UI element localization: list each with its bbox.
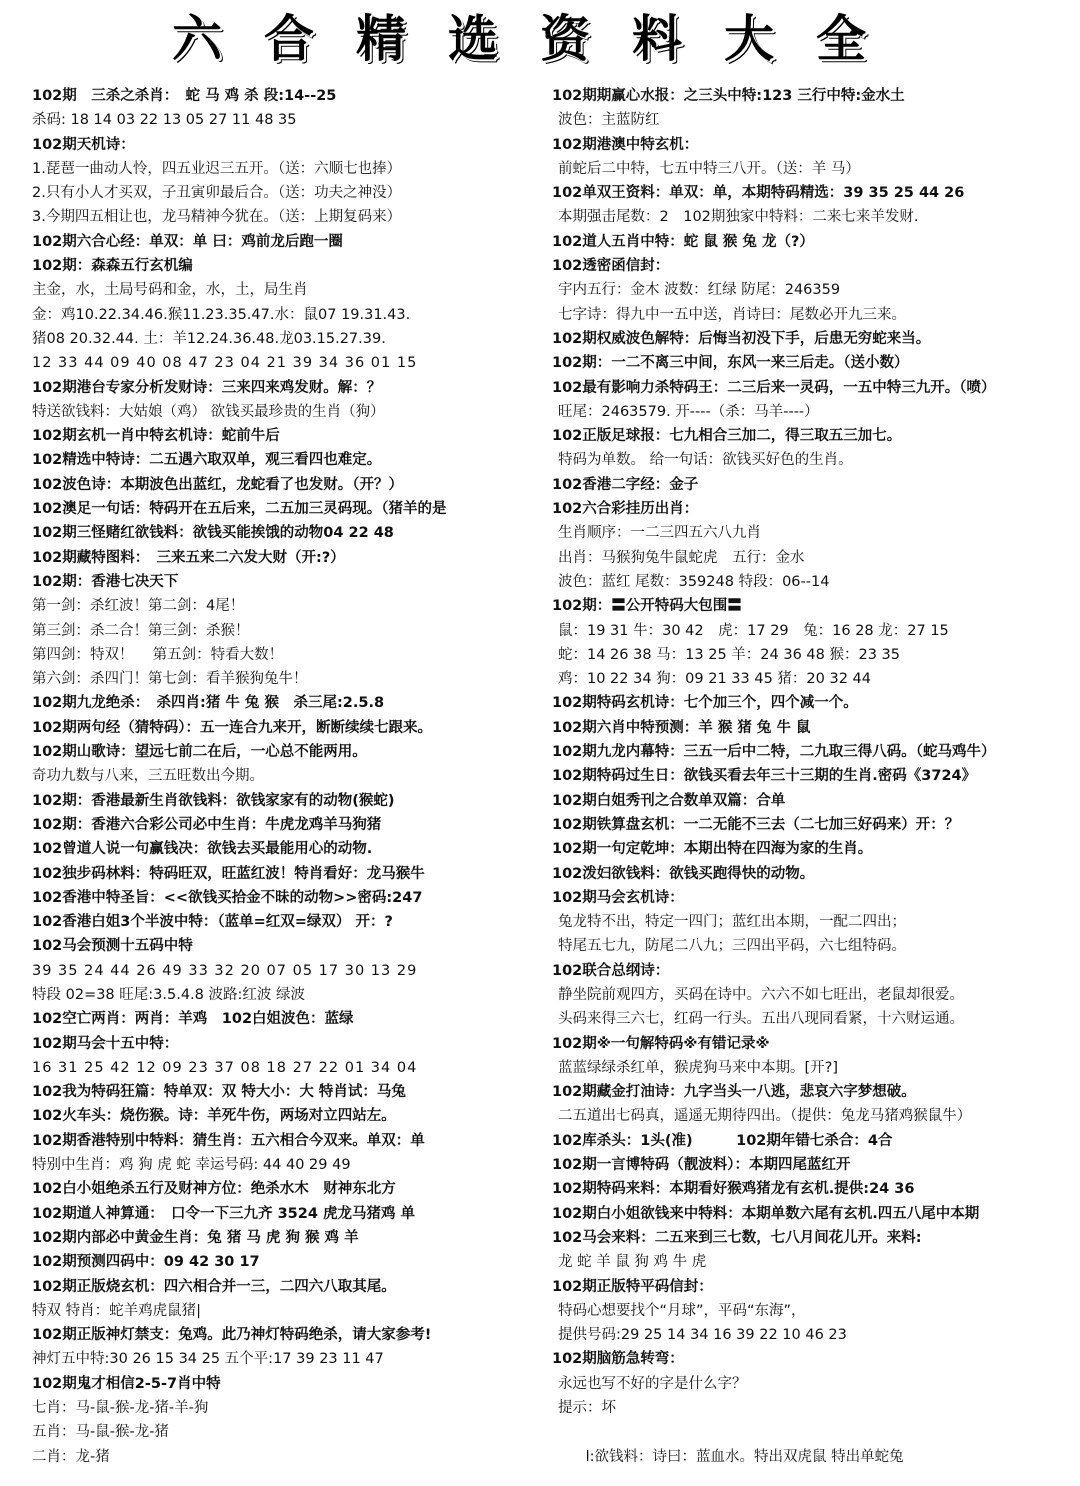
right-text-line: 二五道出七码真，遥遥无期待四出。（提供：兔龙马猪鸡猴鼠牛） (558, 1108, 972, 1125)
right-text-line: 102单双王资料：单双：单，本期特码精选：39 35 25 44 26 (552, 185, 965, 202)
left-text-line: 1.琵琶一曲动人怜，四五业迟三五开。（送：六顺七也捧） (32, 160, 402, 177)
right-text-line: 龙 蛇 羊 鼠 狗 鸡 牛 虎 (558, 1254, 707, 1271)
left-text-line: 102白小姐绝杀五行及财神方位：绝杀水木 财神东北方 (32, 1181, 396, 1198)
left-text-line: 102期正版神灯禁支：兔鸡。此乃神灯特码绝杀，请大家参考! (32, 1327, 432, 1344)
left-text-line: 102香港白姐3个半波中特：（蓝单=红双=绿双） 开：? (32, 914, 393, 931)
right-text-line: 102期：〓公开特码大包围〓 (552, 598, 742, 615)
right-text-line: 波色：主蓝防红 (558, 112, 660, 129)
left-text-line: 102期山歌诗：望远七前二在后，一心总不能两用。 (32, 744, 367, 761)
right-text-line: 永远也写不好的字是什么字？ (558, 1375, 747, 1392)
right-text-line: 102期铁算盘玄机：一二无能不三去（二七加三好码来）开：？ (552, 816, 960, 833)
right-text-line: 本期强击尾数：2 102期独家中特料：二来七来羊发财. (558, 209, 919, 226)
left-text-line: 102期天机诗： (32, 136, 135, 153)
left-text-line: 102期两句经（猜特码）：五一连合九来开，断断续续七跟来。 (32, 719, 433, 736)
left-text-line: 102澳足一句话：特码开在五后来，二五加三灵码现。（猪羊的是 (32, 501, 447, 518)
right-text-line: 102期港澳中特玄机： (552, 136, 699, 153)
right-text-line: 102马会来料：二五来到三七数，七八月间花儿开。来料: (552, 1229, 922, 1246)
right-text-line: 生肖顺序：一二三四五六八九肖 (558, 525, 761, 542)
right-text-line: 蓝蓝绿绿杀红单，猴虎狗马来中本期。[开?] (558, 1059, 839, 1076)
right-text-line: 102期特码来料：本期看好猴鸡猪龙有玄机.提供:24 36 (552, 1181, 915, 1198)
right-text-line: 提供号码:29 25 14 34 16 39 22 10 46 23 (558, 1327, 847, 1344)
left-text-line: 主金，水，土局号码和金，水，土，局生肖 (32, 282, 308, 299)
right-text-line: 102期特码玄机诗：七个加三个，四个减一个。 (552, 695, 858, 712)
left-text-line: 102期预测四码中：09 42 30 17 (32, 1254, 260, 1271)
left-text-line: 102期三怪赌红欲钱料：欲钱买能挨饿的动物04 22 48 (32, 525, 394, 542)
left-text-line: 39 35 24 44 26 49 33 32 20 07 05 17 30 13 29 (32, 962, 418, 979)
right-text-line: 蛇：14 26 38 马：13 25 羊：24 36 48 猴：23 35 (558, 646, 900, 663)
right-text-line: 102期九龙内幕特：三五一后中二特，二九取三得八码。（蛇马鸡牛） (552, 744, 996, 761)
right-text-line: 102期藏金打油诗：九字当头一八逃，悲哀六字梦想破。 (552, 1084, 916, 1101)
right-text-line: 102期※一句解特码※有错记录※ (552, 1035, 770, 1052)
left-text-line: 102期内部必中黄金生肖：兔 猪 马 虎 狗 猴 鸡 羊 (32, 1229, 359, 1246)
left-text-line: 102期道人神算通： 口令一下三九齐 3524 虎龙马猪鸡 单 (32, 1205, 416, 1222)
right-column (552, 84, 1070, 1469)
right-text-line: 102期一句定乾坤：本期出特在四海为家的生肖。 (552, 841, 873, 858)
left-text-line: 特双 特肖：蛇羊鸡虎鼠猪| (32, 1302, 201, 1319)
left-text-line: 16 31 25 42 12 09 23 37 08 18 27 22 01 34 04 (32, 1059, 418, 1076)
right-text-line: 102道人五肖中特：蛇 鼠 猴 兔 龙（?） (552, 233, 814, 250)
left-text-line: 102我为特码狂篇：特单双：双 特大小：大 特肖试：马兔 (32, 1084, 406, 1101)
right-text-line: 102香港二字经：金子 (552, 476, 699, 493)
right-text-line: 特码心想要找个“月球”，平码“东海”， (558, 1302, 806, 1319)
right-text-line: 102六合彩挂历出肖： (552, 501, 699, 518)
left-text-line: 特别中生肖：鸡 狗 虎 蛇 幸运号码: 44 40 29 49 (32, 1157, 351, 1174)
right-text-line: l:欲钱料：诗曰：蓝血水。特出双虎鼠 特出单蛇兔 (552, 1448, 904, 1465)
right-text-line: 旺尾：2463579. 开----（杀：马羊----） (558, 403, 819, 420)
left-text-line: 神灯五中特:30 26 15 34 25 五个平:17 39 23 11 47 (32, 1351, 384, 1368)
left-text-line: 102期玄机一肖中特玄机诗：蛇前牛后 (32, 428, 280, 445)
left-text-line: 102香港中特圣旨：<<欲钱买拾金不昧的动物>>密码:247 (32, 889, 423, 906)
left-text-line: 102期港台专家分析发财诗：三来四来鸡发财。解：？ (32, 379, 382, 396)
left-text-line: 猪08 20.32.44. 土：羊12.24.36.48.龙03.15.27.39. (32, 330, 386, 347)
left-text-line: 102期：香港七决天下 (32, 573, 179, 590)
right-text-line: 102期特码过生日：欲钱买看去年三十三期的生肖.密码《3724》 (552, 768, 977, 785)
page-title: 六合精选资料大全 (172, 9, 908, 68)
left-text-line: 102期：香港六合彩公司必中生肖：牛虎龙鸡羊马狗猪 (32, 816, 382, 833)
left-text-line: 第一剑：杀红波！第二剑：4尾！ (32, 598, 245, 615)
left-text-line: 102期马会十五中特： (32, 1035, 179, 1052)
left-text-line: 特段 02=38 旺尾:3.5.4.8 波路:红波 绿波 (32, 986, 305, 1003)
left-text-line: 102曾道人说一句赢钱决：欲钱去买最能用心的动物. (32, 841, 373, 858)
right-text-line: 102泼妇欲钱料：欲钱买跑得快的动物。 (552, 865, 815, 882)
right-text-line: 七字诗：得九中一五中送，肖诗曰：尾数必开九三来。 (558, 306, 906, 323)
left-text-line: 102波色诗：本期波色出蓝红，龙蛇看了也发财。（开？） (32, 476, 404, 493)
right-text-line: 102最有影响力杀特码王：二三后来一灵码，一五中特三九开。（喷） (552, 379, 996, 396)
right-text-line: 静坐院前观四方，买码在诗中。六六不如七旺出，老鼠却很爱。 (558, 986, 964, 1003)
right-text-line: 鸡：10 22 34 狗：09 21 33 45 猪：20 32 44 (558, 671, 871, 688)
right-text-line: 102期一言博特码（靓波料）：本期四尾蓝红开 (552, 1157, 851, 1174)
left-text-line: 102期正版烧玄机：四六相合并一三，二四六八取其尾。 (32, 1278, 396, 1295)
right-text-line: 102期：一二不离三中间，东风一来三后走。（送小数） (552, 355, 909, 372)
left-text-line: 五肖：马-鼠-猴-龙-猪 (32, 1424, 169, 1441)
right-text-line: 102期白小姐欲钱来中特料：本期单数六尾有玄机.四五八尾中本期 (552, 1205, 980, 1222)
left-text-line: 第四剑：特双！ 第五剑：特看大数！ (32, 646, 284, 663)
right-text-line: 102期正版特平码信封： (552, 1278, 713, 1295)
right-text-line: 102期脑筋急转弯： (552, 1351, 684, 1368)
right-text-line: 提示：坏 (558, 1400, 616, 1417)
right-text-line: 102期权威波色解特：后悔当初没下手，后患无穷蛇来当。 (552, 330, 931, 347)
left-text-line: 特送欲钱料：大姑娘（鸡） 欲钱买最珍贵的生肖（狗） (32, 403, 385, 420)
left-text-line: 杀码: 18 14 03 22 13 05 27 11 48 35 (32, 112, 297, 129)
left-column (32, 84, 537, 1469)
right-text-line (552, 1420, 1070, 1444)
right-text-line: 102库杀头：1头(准) 102期年错七杀合：4合 (552, 1132, 893, 1149)
left-text-line: 102期鬼才相信2-5-7肖中特 (32, 1375, 221, 1392)
left-text-line: 102期：森森五行玄机编 (32, 258, 193, 275)
left-text-line: 金：鸡10.22.34.46.猴11.23.35.47.水：鼠07 19.31.43. (32, 306, 411, 323)
right-text-line: 102正版足球报：七九相合三加二，得三取五三加七。 (552, 428, 902, 445)
left-text-line: 2.只有小人才买双，子丑寅卯最后合。（送：功夫之神没） (32, 185, 402, 202)
right-text-line: 兔龙特不出，特定一四门；蓝红出本期，一配二四出； (558, 914, 906, 931)
right-text-line: 头码来得三六七，红码一行头。五出八现同看紧，十六财运通。 (558, 1011, 964, 1028)
left-text-line: 102期六合心经：单双：单 曰：鸡前龙后跑一圈 (32, 233, 343, 250)
right-text-line: 特码为单数。 给一句话：欲钱买好色的生肖。 (558, 452, 853, 469)
right-text-line: 鼠：19 31 牛：30 42 虎：17 29 兔：16 28 龙：27 15 (558, 622, 949, 639)
right-text-line: 波色：蓝红 尾数：359248 特段：06--14 (558, 573, 830, 590)
left-text-line: 七肖：马-鼠-猴-龙-猪-羊-狗 (32, 1400, 209, 1417)
right-text-line: 102期六肖中特预测：羊 猴 猪 兔 牛 鼠 (552, 719, 811, 736)
right-text-line: 宇内五行：金木 波数：红绿 防尾：246359 (558, 282, 841, 299)
left-text-line: 3.今期四五相让也，龙马精神今犹在。（送：上期复码来） (32, 209, 402, 226)
left-text-line: 102期藏特图料： 三来五来二六发大财（开:?） (32, 549, 345, 566)
left-text-line: 102精选中特诗：二五遇六取双单，观三看四也难定。 (32, 452, 382, 469)
left-text-line: 奇功九数与八来，三五旺数出今期。 (32, 768, 264, 785)
left-text-line: 102期九龙绝杀： 杀四肖:猪 牛 兔 猴 杀三尾:2.5.8 (32, 695, 385, 712)
right-text-line: 102期白姐秀刊之合数单双篇：合单 (552, 792, 786, 809)
left-text-line: 102期：香港最新生肖欲钱料：欲钱家家有的动物(猴蛇) (32, 792, 395, 809)
left-text-line: 第六剑：杀四门！第七剑：看羊猴狗兔牛！ (32, 671, 308, 688)
right-text-line: 102联合总纲诗： (552, 962, 670, 979)
left-text-line: 二肖：龙-猪 (32, 1448, 110, 1465)
left-text-line: 第三剑：杀二合！第三剑：杀猴！ (32, 622, 250, 639)
right-text-line: 特尾五七九，防尾二八九；三四出平码，六七组特码。 (558, 938, 906, 955)
left-text-line: 102空亡两肖：两肖：羊鸡 102白姐波色：蓝绿 (32, 1011, 354, 1028)
left-text-line: 102期香港特别中特料：猜生肖：五六相合今双来。单双：单 (32, 1132, 425, 1149)
right-text-line: 102期马会玄机诗： (552, 889, 684, 906)
right-text-line: 102透密函信封： (552, 258, 670, 275)
right-text-line: 出肖：马猴狗兔牛鼠蛇虎 五行：金水 (558, 549, 805, 566)
left-text-line: 102独步码林料：特码旺双，旺蓝红波！特肖看好：龙马猴牛 (32, 865, 425, 882)
left-text-line: 102期 三杀之杀肖： 蛇 马 鸡 杀 段:14--25 (32, 88, 337, 104)
left-text-line: 102火车头：烧伤猴。诗：羊死牛伤，两场对立四站左。 (32, 1108, 396, 1125)
right-text-line: 102期期赢心水报：之三头中特:123 三行中特:金水土 (552, 88, 905, 104)
left-text-line: 102马会预测十五码中特 (32, 938, 193, 955)
left-text-line: 12 33 44 09 40 08 47 23 04 21 39 34 36 01 15 (32, 355, 418, 372)
right-text-line: 前蛇后二中特，七五中特三八开。（送：羊 马） (558, 160, 860, 177)
